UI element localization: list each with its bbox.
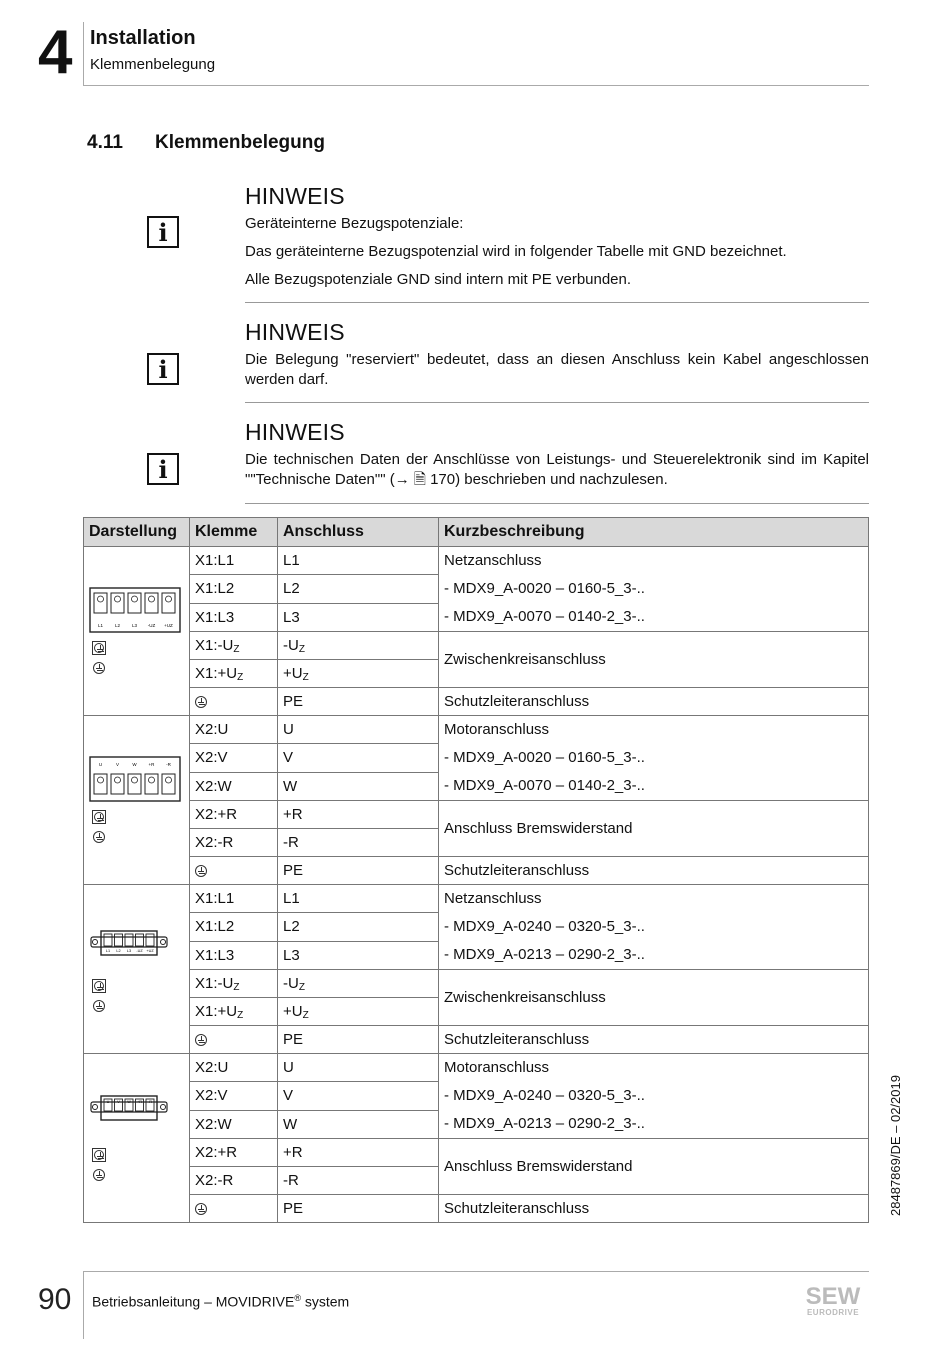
description-cell: Zwischenkreisanschluss bbox=[439, 632, 869, 688]
connection-cell: $-U_Z$ bbox=[278, 632, 439, 660]
ground-icon bbox=[195, 696, 207, 708]
table-row bbox=[84, 801, 869, 829]
terminal-label: -UZ bbox=[136, 949, 143, 953]
connection-cell: L2 bbox=[278, 575, 439, 603]
table-row bbox=[84, 716, 869, 744]
description-cell: Schutzleiteranschluss bbox=[439, 1195, 869, 1223]
terminal-label: +UZ bbox=[164, 623, 173, 628]
connection-cell: L3 bbox=[278, 603, 439, 631]
chapter-number: 4 bbox=[38, 18, 73, 87]
connector-illustration bbox=[84, 1054, 190, 1223]
terminal-block-icon bbox=[89, 929, 169, 965]
terminal-cell: X1:L3 bbox=[190, 603, 278, 631]
terminal-cell: X2:-R bbox=[190, 829, 278, 857]
description-cell bbox=[439, 1054, 869, 1139]
description-cell: Anschluss Bremswiderstand bbox=[439, 801, 869, 857]
terminal-label: +R bbox=[148, 762, 155, 767]
chapter-subtitle: Klemmenbelegung bbox=[90, 56, 216, 73]
footer-divider-horizontal bbox=[83, 1271, 869, 1272]
terminal-cell: X1:L2 bbox=[190, 913, 278, 941]
dc-link-symbol-icon bbox=[92, 641, 106, 655]
description-line: - MDX9_A-0240 – 0320-5_3-.. bbox=[444, 918, 645, 935]
terminal-label: V bbox=[117, 1100, 120, 1104]
note-line: Das geräteinterne Bezugspotenzial wird in folgender Tabelle mit GND bezeichnet. bbox=[245, 243, 787, 260]
connection-cell: PE bbox=[278, 1195, 439, 1223]
terminal-cell: X2:V bbox=[190, 744, 278, 772]
description-line: Motoranschluss bbox=[444, 721, 550, 738]
terminal-cell: $X1:-U_Z$ bbox=[190, 632, 278, 660]
description-cell bbox=[439, 716, 869, 801]
column-header: Kurzbeschreibung bbox=[439, 518, 869, 547]
footer-divider-vertical bbox=[83, 1271, 84, 1339]
terminal-cell: X2:W bbox=[190, 772, 278, 800]
connector-illustration bbox=[84, 716, 190, 885]
connection-cell: W bbox=[278, 1110, 439, 1138]
header-divider-vertical bbox=[83, 22, 84, 86]
table-row bbox=[84, 885, 869, 913]
description-line: Netzanschluss bbox=[444, 552, 542, 569]
connection-cell: +R bbox=[278, 1139, 439, 1167]
connection-cell: L1 bbox=[278, 885, 439, 913]
page-number: 90 bbox=[38, 1283, 72, 1316]
terminal-label: L3 bbox=[126, 949, 132, 953]
terminal-label: -R bbox=[166, 762, 171, 767]
connection-cell: PE bbox=[278, 1026, 439, 1054]
terminal-label: U bbox=[106, 1100, 110, 1104]
description-line: - MDX9_A-0020 – 0160-5_3-.. bbox=[444, 580, 645, 597]
table-row bbox=[84, 1139, 869, 1167]
terminal-cell bbox=[190, 1195, 278, 1223]
connection-cell: $+U_Z$ bbox=[278, 998, 439, 1026]
terminal-cell: $X1:+U_Z$ bbox=[190, 660, 278, 688]
document-id: 28487869/DE – 02/2019 bbox=[888, 1075, 903, 1216]
chapter-title: Installation bbox=[90, 27, 196, 49]
description-cell: Schutzleiteranschluss bbox=[439, 857, 869, 885]
description-line: Motoranschluss bbox=[444, 1059, 550, 1076]
terminal-label: L2 bbox=[114, 623, 121, 628]
connection-cell: U bbox=[278, 716, 439, 744]
table-header-row bbox=[84, 518, 869, 547]
ground-icon bbox=[195, 1034, 207, 1046]
header-divider-horizontal bbox=[83, 85, 869, 86]
connection-cell: -R bbox=[278, 829, 439, 857]
table-row bbox=[84, 970, 869, 998]
table-row bbox=[84, 857, 869, 885]
column-header: Klemme bbox=[190, 518, 278, 547]
connection-cell: V bbox=[278, 744, 439, 772]
info-icon: i bbox=[147, 353, 179, 385]
connection-cell: +R bbox=[278, 801, 439, 829]
terminal-label: L2 bbox=[116, 949, 121, 953]
info-icon: i bbox=[147, 216, 179, 248]
column-header: Darstellung bbox=[84, 518, 190, 547]
dc-link-symbol-icon bbox=[92, 810, 106, 824]
note-title: HINWEIS bbox=[245, 419, 345, 445]
terminal-cell: X1:L1 bbox=[190, 885, 278, 913]
dc-link-symbol-icon bbox=[92, 1148, 106, 1162]
terminal-label: L1 bbox=[105, 949, 111, 953]
section-number: 4.11 bbox=[87, 132, 123, 153]
terminal-cell: X2:V bbox=[190, 1082, 278, 1110]
terminal-label: L3 bbox=[131, 623, 138, 628]
table-row bbox=[84, 632, 869, 660]
description-cell: Zwischenkreisanschluss bbox=[439, 970, 869, 1026]
ground-icon bbox=[93, 659, 105, 676]
description-cell: Schutzleiteranschluss bbox=[439, 688, 869, 716]
terminal-cell: X2:U bbox=[190, 1054, 278, 1082]
table-row bbox=[84, 688, 869, 716]
note-2 bbox=[245, 319, 869, 403]
table-row bbox=[84, 1195, 869, 1223]
note-line: Die Belegung "reserviert" bedeutet, dass an diesen Anschluss kein Kabel angeschlossen werden darf. bbox=[245, 351, 869, 388]
terminal-cell bbox=[190, 688, 278, 716]
connection-cell: PE bbox=[278, 857, 439, 885]
description-cell bbox=[439, 547, 869, 632]
connection-cell: $-U_Z$ bbox=[278, 970, 439, 998]
table-row bbox=[84, 1026, 869, 1054]
terminal-label: V bbox=[115, 762, 120, 767]
description-line: - MDX9_A-0213 – 0290-2_3-.. bbox=[444, 1115, 645, 1132]
terminal-cell: X2:+R bbox=[190, 801, 278, 829]
sew-logo bbox=[796, 1284, 870, 1318]
terminal-block-icon bbox=[89, 1094, 169, 1130]
terminal-block-icon bbox=[89, 587, 181, 633]
terminal-cell: $X1:+U_Z$ bbox=[190, 998, 278, 1026]
ground-icon bbox=[195, 865, 207, 877]
footer-text: Betriebsanleitung – MOVIDRIVE® system bbox=[92, 1293, 350, 1310]
terminal-label: -UZ bbox=[147, 623, 156, 628]
table-row bbox=[84, 547, 869, 575]
description-cell bbox=[439, 885, 869, 970]
terminal-cell bbox=[190, 1026, 278, 1054]
connector-illustration bbox=[84, 885, 190, 1054]
terminal-cell: X2:+R bbox=[190, 1139, 278, 1167]
connection-cell: U bbox=[278, 1054, 439, 1082]
note-title: HINWEIS bbox=[245, 319, 345, 345]
connection-cell: L3 bbox=[278, 941, 439, 969]
ground-icon bbox=[93, 1166, 105, 1183]
section-title: Klemmenbelegung bbox=[155, 132, 325, 153]
ground-icon bbox=[93, 997, 105, 1014]
connector-illustration bbox=[84, 547, 190, 716]
description-line: - MDX9_A-0213 – 0290-2_3-.. bbox=[444, 946, 645, 963]
description-line: - MDX9_A-0070 – 0140-2_3-.. bbox=[444, 608, 645, 625]
terminal-cell: X1:L3 bbox=[190, 941, 278, 969]
note-title: HINWEIS bbox=[245, 183, 345, 209]
description-line: - MDX9_A-0020 – 0160-5_3-.. bbox=[444, 749, 645, 766]
info-icon: i bbox=[147, 453, 179, 485]
note-line: Alle Bezugspotenziale GND sind intern mit PE verbunden. bbox=[245, 271, 632, 288]
terminal-cell: X2:W bbox=[190, 1110, 278, 1138]
terminal-block-icon bbox=[89, 756, 181, 802]
ground-icon bbox=[195, 1203, 207, 1215]
terminal-cell: X1:L2 bbox=[190, 575, 278, 603]
connection-cell: PE bbox=[278, 688, 439, 716]
description-cell: Anschluss Bremswiderstand bbox=[439, 1139, 869, 1195]
terminal-label: +UZ bbox=[146, 949, 154, 953]
terminal-cell: X2:U bbox=[190, 716, 278, 744]
terminal-label: +R bbox=[137, 1100, 142, 1104]
description-line: - MDX9_A-0240 – 0320-5_3-.. bbox=[444, 1087, 645, 1104]
table-row bbox=[84, 1054, 869, 1082]
terminal-cell: X2:-R bbox=[190, 1167, 278, 1195]
note-line: Die technischen Daten der Anschlüsse von Leistungs- und Steuerelektronik sind im Kapitel ""Technische Daten"" (→ 🗎 170) beschrieben und nachzulesen. bbox=[245, 451, 869, 488]
description-line: - MDX9_A-0070 – 0140-2_3-.. bbox=[444, 777, 645, 794]
note-3 bbox=[245, 419, 869, 504]
terminal-label: U bbox=[98, 762, 103, 767]
description-line: Netzanschluss bbox=[444, 890, 542, 907]
logo-text-bottom: EURODRIVE bbox=[806, 1308, 860, 1317]
connection-cell: -R bbox=[278, 1167, 439, 1195]
connection-cell: $+U_Z$ bbox=[278, 660, 439, 688]
logo-text-top: SEW bbox=[805, 1284, 861, 1310]
dc-link-symbol-icon bbox=[92, 979, 106, 993]
column-header: Anschluss bbox=[278, 518, 439, 547]
description-cell: Schutzleiteranschluss bbox=[439, 1026, 869, 1054]
terminal-label: W bbox=[132, 762, 137, 767]
terminal-cell: X1:L1 bbox=[190, 547, 278, 575]
terminal-label: W bbox=[127, 1100, 131, 1104]
terminal-label: -R bbox=[147, 1100, 153, 1104]
ground-icon bbox=[93, 828, 105, 845]
terminal-label: L1 bbox=[97, 623, 104, 628]
connection-cell: W bbox=[278, 772, 439, 800]
terminal-cell: $X1:-U_Z$ bbox=[190, 970, 278, 998]
terminal-table bbox=[83, 517, 869, 1223]
note-line: Geräteinterne Bezugspotenziale: bbox=[245, 215, 464, 232]
terminal-cell bbox=[190, 857, 278, 885]
connection-cell: L2 bbox=[278, 913, 439, 941]
note-1 bbox=[245, 183, 869, 303]
connection-cell: L1 bbox=[278, 547, 439, 575]
connection-cell: V bbox=[278, 1082, 439, 1110]
